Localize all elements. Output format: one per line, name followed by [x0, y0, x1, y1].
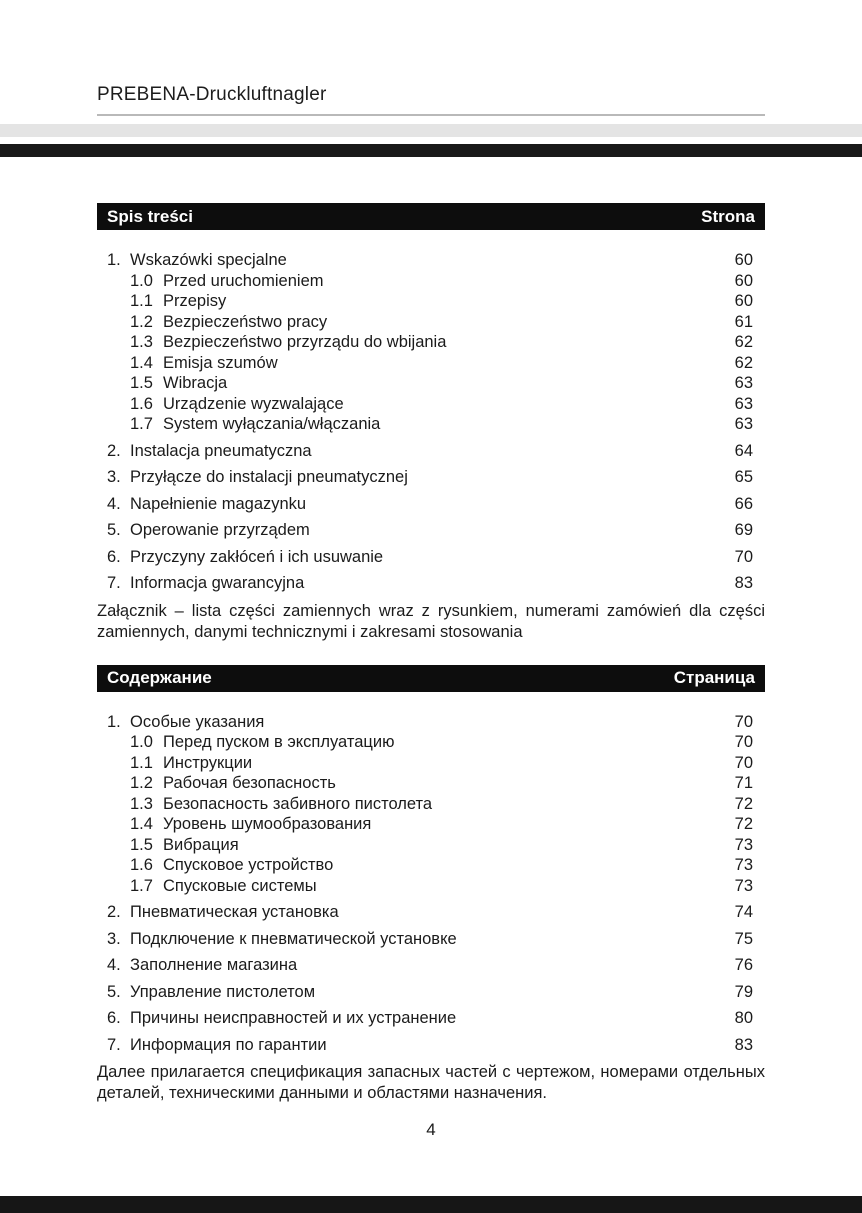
toc-row — [97, 271, 765, 292]
toc-page-column-label: Strona — [701, 206, 755, 226]
toc-entry-label: Управление пистолетом — [130, 982, 316, 1001]
toc-row — [97, 394, 765, 415]
toc-row — [97, 547, 765, 568]
toc-row — [97, 1008, 765, 1029]
toc-entry-page: 75 — [734, 929, 753, 948]
toc-entry-label: Пневматическая установка — [130, 903, 339, 921]
toc-entries-polish — [97, 250, 765, 594]
toc-entry-page: 63 — [734, 415, 753, 433]
toc-appendix-note-russian: Далее прилагается спецификация запасных частей с чертежом, номерами отдельных деталей, техническими данными и областями назначения. — [97, 1063, 765, 1102]
toc-entry-number: 1.2 — [130, 774, 153, 792]
toc-row — [97, 902, 765, 923]
toc-entry-label: Instalacja pneumatyczna — [130, 441, 312, 460]
toc-entry-number: 7. — [107, 574, 121, 592]
toc-entry-page: 83 — [734, 574, 753, 592]
toc-entry-number: 1.1 — [130, 753, 153, 772]
toc-entry-label: Wibracja — [163, 374, 228, 392]
toc-entry-page: 65 — [734, 468, 753, 486]
toc-entry-number: 7. — [107, 1035, 121, 1054]
toc-entry-label: Информация по гарантии — [130, 1035, 327, 1054]
toc-row — [97, 855, 765, 876]
toc-entry-page: 70 — [734, 733, 753, 751]
toc-row — [97, 250, 765, 271]
toc-entry-number: 6. — [107, 1009, 121, 1027]
toc-row — [97, 712, 765, 733]
toc-entry-page: 76 — [734, 956, 753, 974]
toc-appendix-note-polish: Załącznik – lista części zamiennych wraz z rysunkiem, numerami zamówień dla części zamiennych, danymi technicznymi i zakresami stosowania — [97, 601, 765, 641]
toc-entry-page: 70 — [734, 712, 753, 731]
toc-entry-label: Инструкции — [163, 753, 253, 772]
toc-section-title: Содержание — [107, 668, 212, 687]
toc-row — [97, 520, 765, 541]
toc-entry-label: Bezpieczeństwo przyrządu do wbijania — [163, 333, 447, 351]
toc-row — [97, 353, 765, 374]
toc-entry-label: Безопасность забивного пистолета — [163, 794, 433, 813]
toc-row — [97, 414, 765, 435]
toc-entry-label: Przed uruchomieniem — [163, 271, 324, 290]
toc-entry-page: 62 — [734, 333, 753, 351]
toc-entry-label: System wyłączania/włączania — [163, 415, 381, 433]
bottom-black-band — [0, 1196, 862, 1213]
toc-entry-number: 1.7 — [130, 415, 153, 433]
toc-entry-number: 2. — [107, 903, 121, 921]
toc-entry-number: 1.5 — [130, 374, 153, 392]
header-divider — [97, 114, 765, 116]
toc-entry-number: 1.0 — [130, 271, 153, 290]
toc-row — [97, 835, 765, 856]
toc-entry-label: Bezpieczeństwo pracy — [163, 312, 328, 331]
toc-entry-label: Причины неисправностей и их устранение — [130, 1009, 457, 1027]
toc-entry-page: 60 — [734, 251, 753, 269]
toc-entry-label: Urządzenie wyzwalające — [163, 394, 344, 413]
toc-row — [97, 732, 765, 753]
toc-entry-number: 1.0 — [130, 733, 153, 751]
toc-row — [97, 373, 765, 394]
toc-entry-number: 1.5 — [130, 835, 153, 854]
toc-entry-number: 1. — [107, 251, 121, 269]
toc-entry-number: 5. — [107, 982, 121, 1001]
toc-entry-number: 4. — [107, 494, 121, 513]
page-number: 4 — [426, 1120, 436, 1139]
toc-entry-page: 72 — [734, 815, 753, 833]
toc-entry-number: 5. — [107, 521, 121, 539]
toc-entry-page: 60 — [734, 271, 753, 290]
toc-entry-number: 1.3 — [130, 794, 153, 813]
toc-entry-label: Уровень шумообразования — [163, 815, 372, 833]
toc-entry-label: Przepisy — [163, 292, 227, 310]
toc-entry-page: 61 — [734, 312, 753, 331]
toc-entry-number: 1.4 — [130, 815, 153, 833]
toc-entry-number: 4. — [107, 956, 121, 974]
toc-entry-label: Emisja szumów — [163, 353, 278, 372]
toc-entry-page: 73 — [734, 835, 753, 854]
toc-entry-label: Заполнение магазина — [130, 956, 298, 974]
toc-entry-page: 70 — [734, 753, 753, 772]
toc-entry-number: 1.4 — [130, 353, 153, 372]
toc-page-column-label: Страница — [673, 668, 755, 687]
toc-entry-label: Przyczyny zakłóceń i ich usuwanie — [130, 547, 384, 566]
toc-entry-page: 69 — [734, 521, 753, 539]
toc-row — [97, 312, 765, 333]
toc-entry-page: 72 — [734, 794, 753, 813]
toc-entry-page: 80 — [734, 1009, 753, 1027]
toc-entry-label: Особые указания — [130, 712, 265, 731]
toc-entry-page: 79 — [734, 982, 753, 1001]
top-gray-band — [0, 124, 862, 137]
toc-row — [97, 753, 765, 774]
toc-row — [97, 773, 765, 794]
toc-row — [97, 794, 765, 815]
toc-entry-page: 83 — [734, 1035, 753, 1054]
toc-row — [97, 494, 765, 515]
toc-entry-label: Спусковое устройство — [163, 856, 334, 874]
toc-entry-label: Подключение к пневматической установке — [130, 929, 457, 948]
toc-entry-page: 71 — [734, 774, 753, 792]
toc-entry-page: 63 — [734, 394, 753, 413]
toc-entry-label: Operowanie przyrządem — [130, 521, 310, 539]
toc-entry-number: 1. — [107, 712, 121, 731]
toc-entry-number: 1.6 — [130, 394, 153, 413]
toc-entry-page: 66 — [734, 494, 753, 513]
toc-row — [97, 467, 765, 488]
toc-entry-number: 1.3 — [130, 333, 153, 351]
toc-entry-number: 1.1 — [130, 292, 153, 310]
toc-section-header-polish — [97, 203, 765, 230]
page-content — [0, 203, 862, 1140]
toc-row — [97, 814, 765, 835]
toc-entry-label: Informacja gwarancyjna — [130, 574, 305, 592]
toc-entry-label: Przyłącze do instalacji pneumatycznej — [130, 468, 408, 486]
toc-entry-label: Wskazówki specjalne — [130, 251, 287, 269]
document-title: PREBENA-Druckluftnagler — [97, 84, 327, 105]
toc-entry-number: 1.7 — [130, 876, 153, 895]
toc-entry-page: 70 — [734, 547, 753, 566]
toc-entry-number: 2. — [107, 441, 121, 460]
toc-entry-label: Вибрация — [163, 835, 239, 854]
toc-row — [97, 1035, 765, 1056]
top-black-band — [0, 144, 862, 157]
toc-entry-page: 73 — [734, 876, 753, 895]
toc-entry-label: Спусковые системы — [163, 876, 317, 895]
toc-row — [97, 955, 765, 976]
toc-entry-label: Рабочая безопасность — [163, 774, 336, 792]
toc-row — [97, 982, 765, 1003]
toc-row — [97, 573, 765, 594]
toc-entry-page: 63 — [734, 374, 753, 392]
toc-row — [97, 441, 765, 462]
toc-entry-number: 3. — [107, 468, 121, 486]
toc-entry-page: 62 — [734, 353, 753, 372]
toc-entry-label: Перед пуском в эксплуатацию — [163, 733, 395, 751]
toc-entry-number: 3. — [107, 929, 121, 948]
toc-entry-label: Napełnienie magazynku — [130, 494, 307, 513]
toc-section-header-russian — [97, 665, 765, 692]
toc-row — [97, 876, 765, 897]
toc-entry-page: 64 — [734, 441, 753, 460]
toc-section-title: Spis treści — [107, 206, 193, 226]
toc-row — [97, 929, 765, 950]
toc-entry-page: 60 — [734, 292, 753, 310]
document-header — [0, 0, 862, 106]
toc-entry-number: 6. — [107, 547, 121, 566]
toc-row — [97, 291, 765, 312]
toc-entry-number: 1.6 — [130, 856, 153, 874]
toc-entry-number: 1.2 — [130, 312, 153, 331]
toc-entries-russian — [97, 712, 765, 1056]
toc-entry-page: 74 — [734, 903, 753, 921]
toc-row — [97, 332, 765, 353]
toc-entry-page: 73 — [734, 856, 753, 874]
